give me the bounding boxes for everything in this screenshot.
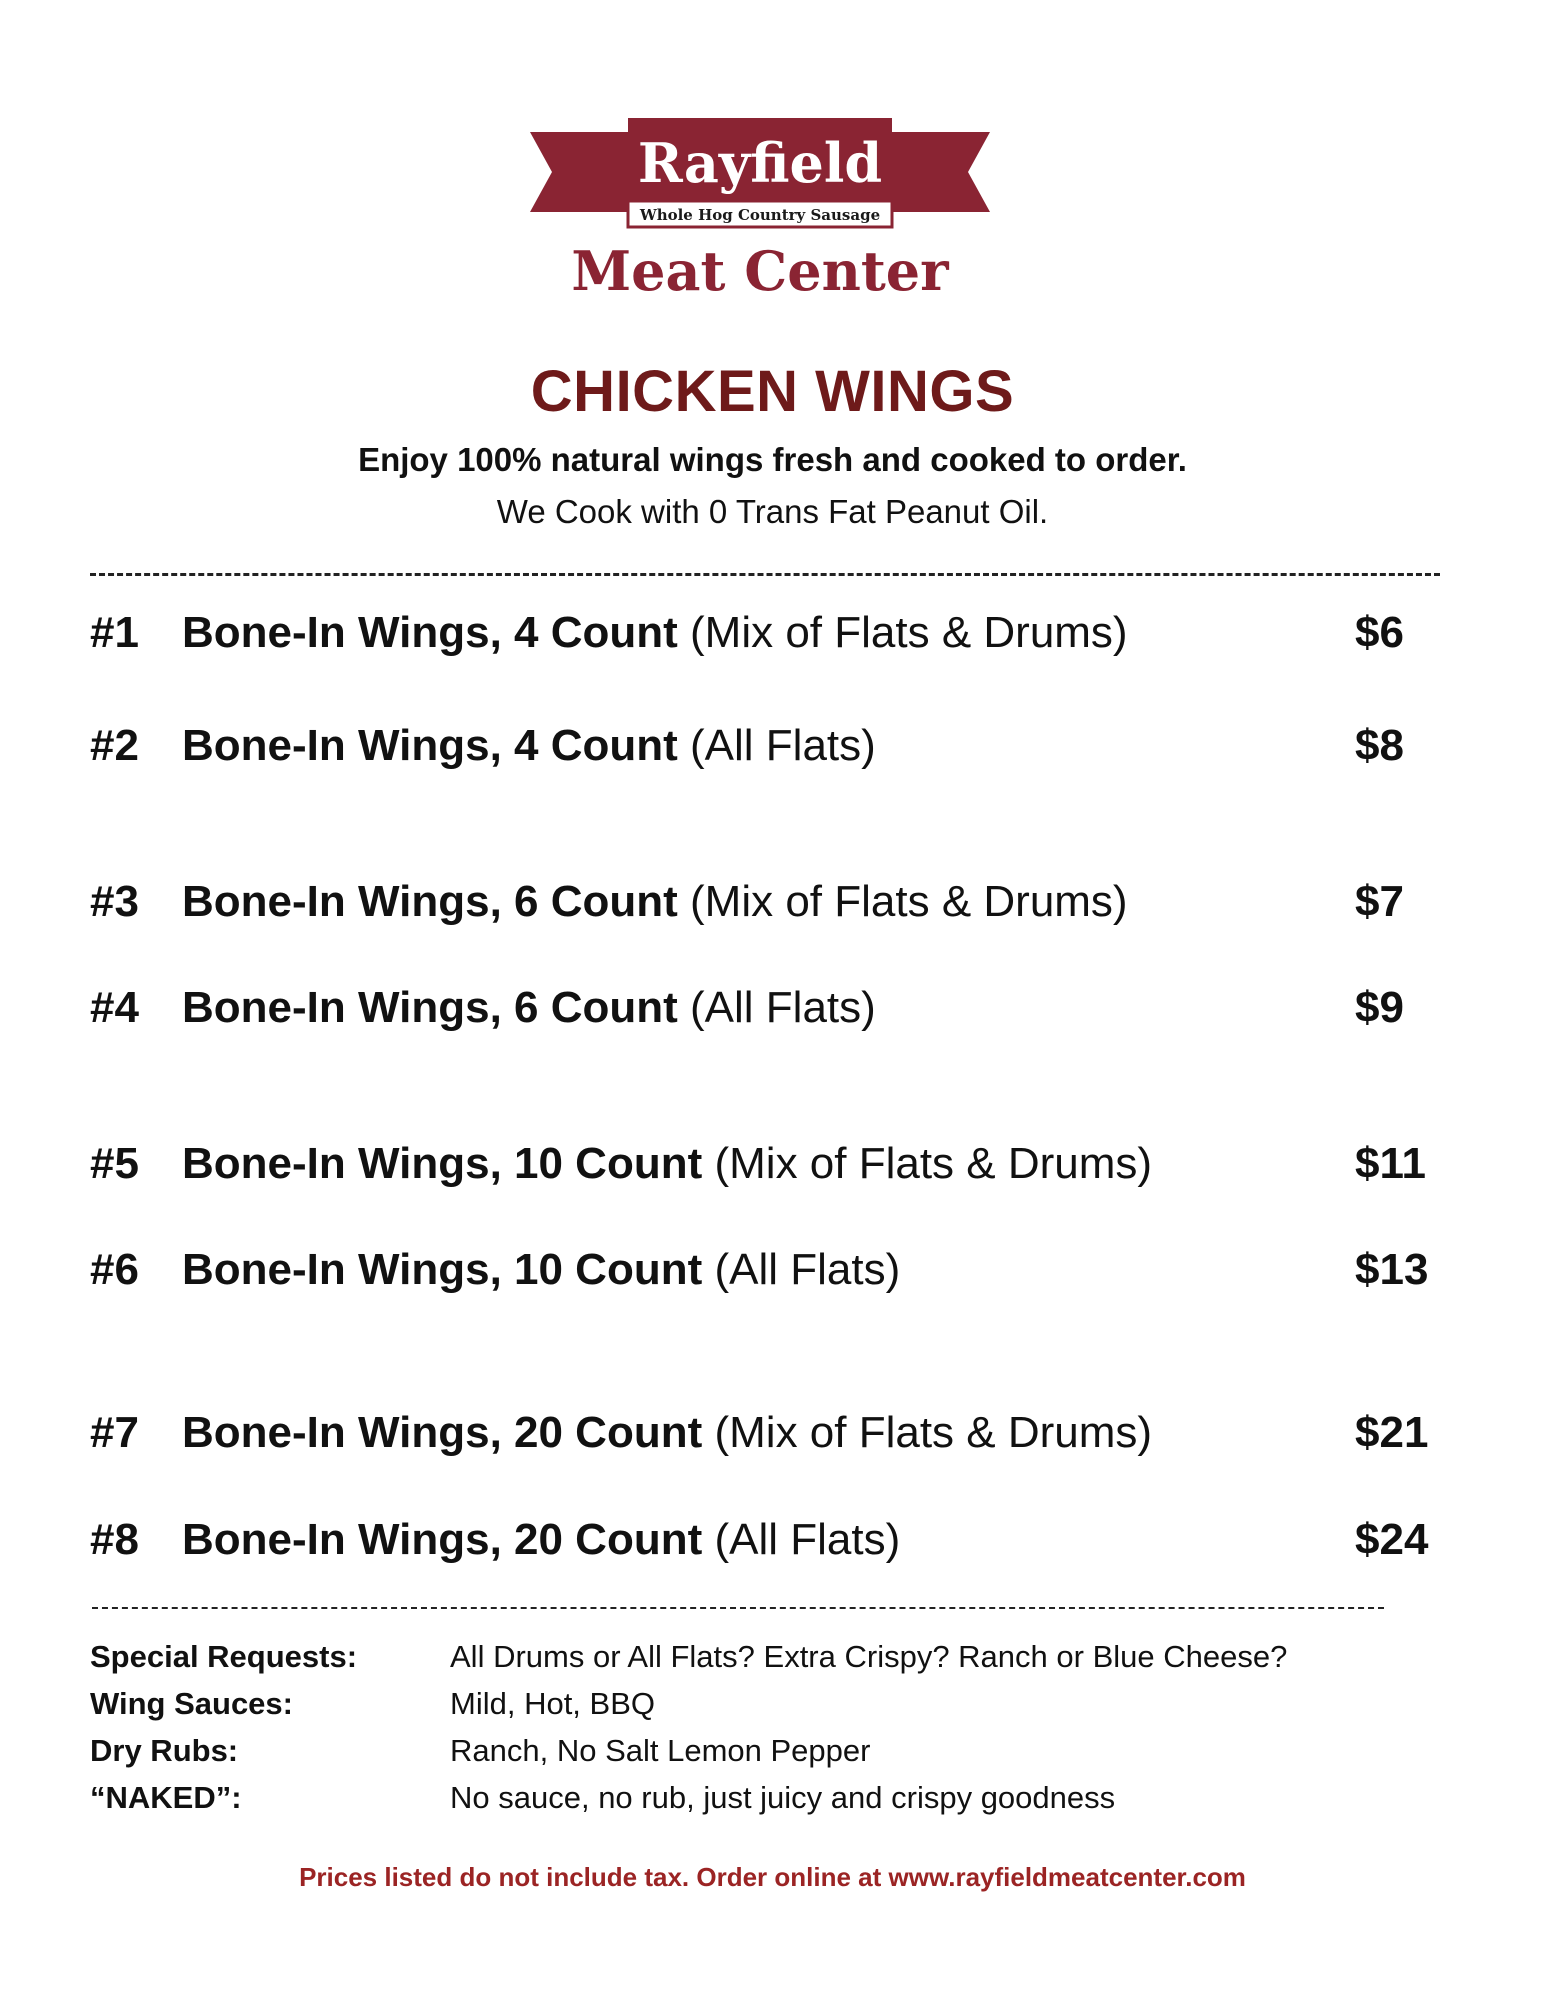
- item-name: Bone-In Wings, 20 Count: [182, 1515, 703, 1564]
- item-number: #7: [90, 1408, 139, 1457]
- bottom-divider: [92, 1607, 1384, 1609]
- item-price: $11: [1355, 1139, 1426, 1188]
- menu-item: [90, 872, 1450, 932]
- item-price: $6: [1355, 608, 1404, 657]
- rayfield-logo: [530, 112, 990, 312]
- item-description: (Mix of Flats & Drums): [714, 1139, 1153, 1188]
- item-name: Bone-In Wings, 6 Count: [182, 877, 678, 926]
- option-label: Special Requests:: [90, 1639, 358, 1674]
- menu-item: [90, 603, 1450, 663]
- item-price: $24: [1355, 1515, 1429, 1564]
- item-price: $9: [1355, 983, 1404, 1032]
- item-number: #5: [90, 1139, 139, 1188]
- item-name: Bone-In Wings, 10 Count: [182, 1245, 703, 1294]
- tagline-bold: Enjoy 100% natural wings fresh and cooked to order.: [358, 441, 1187, 478]
- page-title: CHICKEN WINGS: [530, 359, 1015, 424]
- item-name: Bone-In Wings, 6 Count: [182, 983, 678, 1032]
- menu-item: [90, 1510, 1450, 1570]
- item-name: Bone-In Wings, 4 Count: [182, 608, 678, 657]
- logo-tagline: Whole Hog Country Sausage: [639, 206, 881, 224]
- ribbon-right-tail: [890, 132, 990, 212]
- item-number: #6: [90, 1245, 139, 1294]
- footer-note: Prices listed do not include tax. Order online at www.rayfieldmeatcenter.com: [299, 1862, 1246, 1892]
- option-label: “NAKED”:: [90, 1780, 242, 1815]
- item-description: (All Flats): [690, 983, 876, 1032]
- option-value: Ranch, No Salt Lemon Pepper: [450, 1733, 871, 1768]
- item-number: #1: [90, 608, 139, 657]
- item-description: (All Flats): [690, 721, 876, 770]
- option-value: Mild, Hot, BBQ: [450, 1686, 655, 1721]
- option-value: All Drums or All Flats? Extra Crispy? Ranch or Blue Cheese?: [450, 1639, 1288, 1674]
- logo-brand: Rayfield: [637, 131, 883, 195]
- item-number: #2: [90, 721, 139, 770]
- item-price: $13: [1355, 1245, 1429, 1294]
- logo-subtitle: Meat Center: [571, 239, 949, 303]
- option-value: No sauce, no rub, just juicy and crispy goodness: [450, 1780, 1116, 1815]
- top-divider: [90, 573, 1440, 576]
- item-description: (Mix of Flats & Drums): [690, 877, 1128, 926]
- item-number: #8: [90, 1515, 139, 1564]
- item-description: (Mix of Flats & Drums): [714, 1408, 1153, 1457]
- item-price: $8: [1355, 721, 1404, 770]
- item-price: $7: [1355, 877, 1404, 926]
- item-price: $21: [1355, 1408, 1429, 1457]
- item-name: Bone-In Wings, 20 Count: [182, 1408, 703, 1457]
- option-label: Dry Rubs:: [90, 1733, 239, 1768]
- tagline: We Cook with 0 Trans Fat Peanut Oil.: [496, 493, 1049, 530]
- item-number: #3: [90, 877, 139, 926]
- item-description: (All Flats): [714, 1245, 901, 1294]
- item-name: Bone-In Wings, 4 Count: [182, 721, 678, 770]
- menu-item: [90, 1403, 1450, 1463]
- ribbon-left-tail: [530, 132, 630, 212]
- item-description: (Mix of Flats & Drums): [690, 608, 1128, 657]
- item-description: (All Flats): [714, 1515, 901, 1564]
- logo-graphic: [530, 112, 990, 312]
- item-number: #4: [90, 983, 139, 1032]
- item-name: Bone-In Wings, 10 Count: [182, 1139, 703, 1188]
- menu-item: [90, 716, 1450, 776]
- option-label: Wing Sauces:: [90, 1686, 293, 1721]
- menu-item: [90, 1134, 1450, 1194]
- menu-item: [90, 1240, 1450, 1300]
- menu-item: [90, 978, 1450, 1038]
